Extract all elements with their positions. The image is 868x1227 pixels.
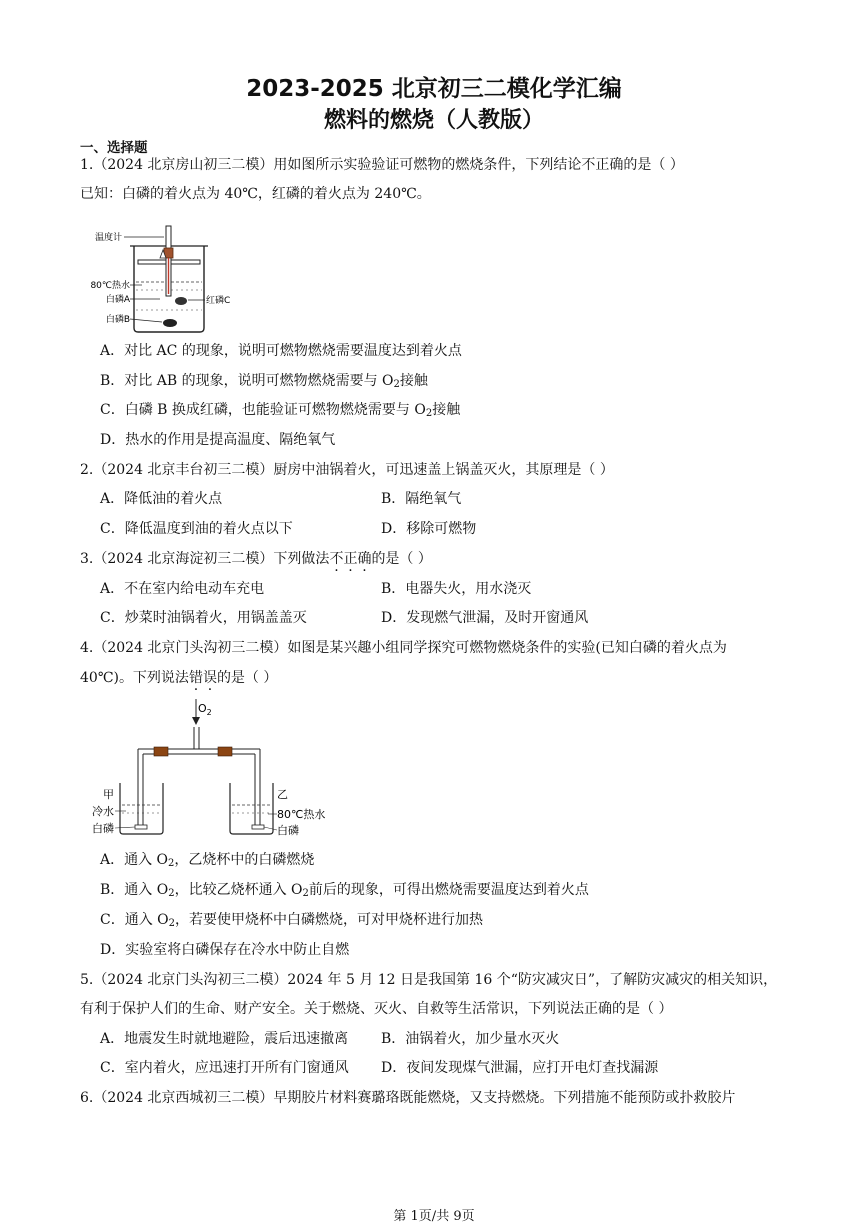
q5-option-d: D．夜间发现煤气泄漏，应打开电灯查找漏源 xyxy=(381,1060,659,1076)
q3-option-b: B．电器失火，用水浇灭 xyxy=(381,581,532,597)
q2-stem: 2.（2024 北京丰台初三二模）厨房中油锅着火，可迅速盖上锅盖灭火，其原理是（ ） xyxy=(80,462,614,478)
q4-stem-line1: 4.（2024 北京门头沟初三二模）如图是某兴趣小组同学探究可燃物燃烧条件的实验(已知白磷的着火点为 xyxy=(80,640,727,656)
q3-option-d: D．发现燃气泄漏，及时开窗通风 xyxy=(381,610,589,626)
q5-stem-line1: 5.（2024 北京门头沟初三二模）2024 年 5 月 12 日是我国第 16 个“防灾减灾日”，了解防灾减灾的相关知识， xyxy=(80,972,778,988)
q1-option-d: D．热水的作用是提高温度、隔绝氧气 xyxy=(100,432,336,448)
q4-option-b: B．通入 $O_2$，比较乙烧杯通入 $O_2$前后的现象，可得出燃烧需要温度达到着火点 xyxy=(100,882,589,899)
q1-option-a: A．对比 AC 的现象，说明可燃物燃烧需要温度达到着火点 xyxy=(100,343,462,359)
q1-note: 已知：白磷的着火点为 40℃，红磷的着火点为 240℃。 xyxy=(80,186,431,202)
q1-option-c: C．白磷 B 换成红磷，也能验证可燃物燃烧需要与 $O_2$接触 xyxy=(100,402,461,419)
cold-water-label: 冷水 xyxy=(92,805,114,818)
q3-option-c: C．炒菜时油锅着火，用锅盖盖灭 xyxy=(100,610,307,626)
q4-stem-line2: 40℃)。下列说法错误的是（ ） xyxy=(80,670,278,686)
document-title: 2023-2025 北京初三二模化学汇编 xyxy=(246,76,622,102)
jia-label: 甲 xyxy=(103,788,114,801)
q4-option-c: C．通入 $O_2$，若要使甲烧杯中白磷燃烧，可对甲烧杯进行加热 xyxy=(100,912,484,929)
q2-option-c: C．降低温度到油的着火点以下 xyxy=(100,521,293,537)
red-phosphorus-c-label: 红磷C xyxy=(206,296,231,306)
q4-option-a: A．通入 $O_2$，乙烧杯中的白磷燃烧 xyxy=(100,852,315,869)
white-phosphorus-a-label: 白磷A xyxy=(105,295,130,305)
q4-figure xyxy=(80,695,350,840)
q3-option-a: A．不在室内给电动车充电 xyxy=(100,581,265,597)
q5-option-c: C．室内着火，应迅速打开所有门窗通风 xyxy=(100,1060,349,1076)
q1-option-b: B．对比 AB 的现象，说明可燃物燃烧需要与 $O_2$接触 xyxy=(100,373,428,390)
white-phosphorus-b-label: 白磷B xyxy=(105,315,130,325)
q3-stem: 3.（2024 北京海淀初三二模）下列做法不正确的是（ ） xyxy=(80,551,432,567)
thermometer-label: 温度计 xyxy=(94,233,122,243)
q1-stem: 1.（2024 北京房山初三二模）用如图所示实验验证可燃物的燃烧条件，下列结论不正确的是（ ） xyxy=(80,157,684,173)
q5-option-a: A．地震发生时就地避险，震后迅速撤离 xyxy=(100,1031,349,1047)
document-subtitle: 燃料的燃烧（人教版） xyxy=(323,108,544,133)
q5-stem-line2: 有利于保护人们的生命、财产安全。关于燃烧、灭火、自救等生活常识，下列说法正确的是（ ） xyxy=(80,1001,673,1017)
page-footer: 第 1页/共 9页 xyxy=(393,1209,475,1224)
section-title: 一、选择题 xyxy=(80,140,148,156)
hot-water-label-right: 80℃热水 xyxy=(277,808,326,821)
hot-water-label: 80℃热水 xyxy=(90,281,130,291)
q2-option-d: D．移除可燃物 xyxy=(381,521,477,537)
o2-label: $O_2$ xyxy=(198,702,212,717)
q2-option-a: A．降低油的着火点 xyxy=(100,491,223,507)
q1-figure xyxy=(80,222,250,334)
yi-label: 乙 xyxy=(277,788,288,801)
q5-option-b: B．油锅着火，加少量水灭火 xyxy=(381,1031,560,1047)
white-phosphorus-right-label: 白磷 xyxy=(277,824,299,837)
q2-option-b: B．隔绝氧气 xyxy=(381,491,462,507)
q4-option-d: D．实验室将白磷保存在冷水中防止自燃 xyxy=(100,942,350,958)
white-phosphorus-left-label: 白磷 xyxy=(92,822,114,835)
q6-stem: 6.（2024 北京西城初三二模）早期胶片材料赛璐珞既能燃烧，又支持燃烧。下列措施不能预防或扑救胶片 xyxy=(80,1090,736,1106)
